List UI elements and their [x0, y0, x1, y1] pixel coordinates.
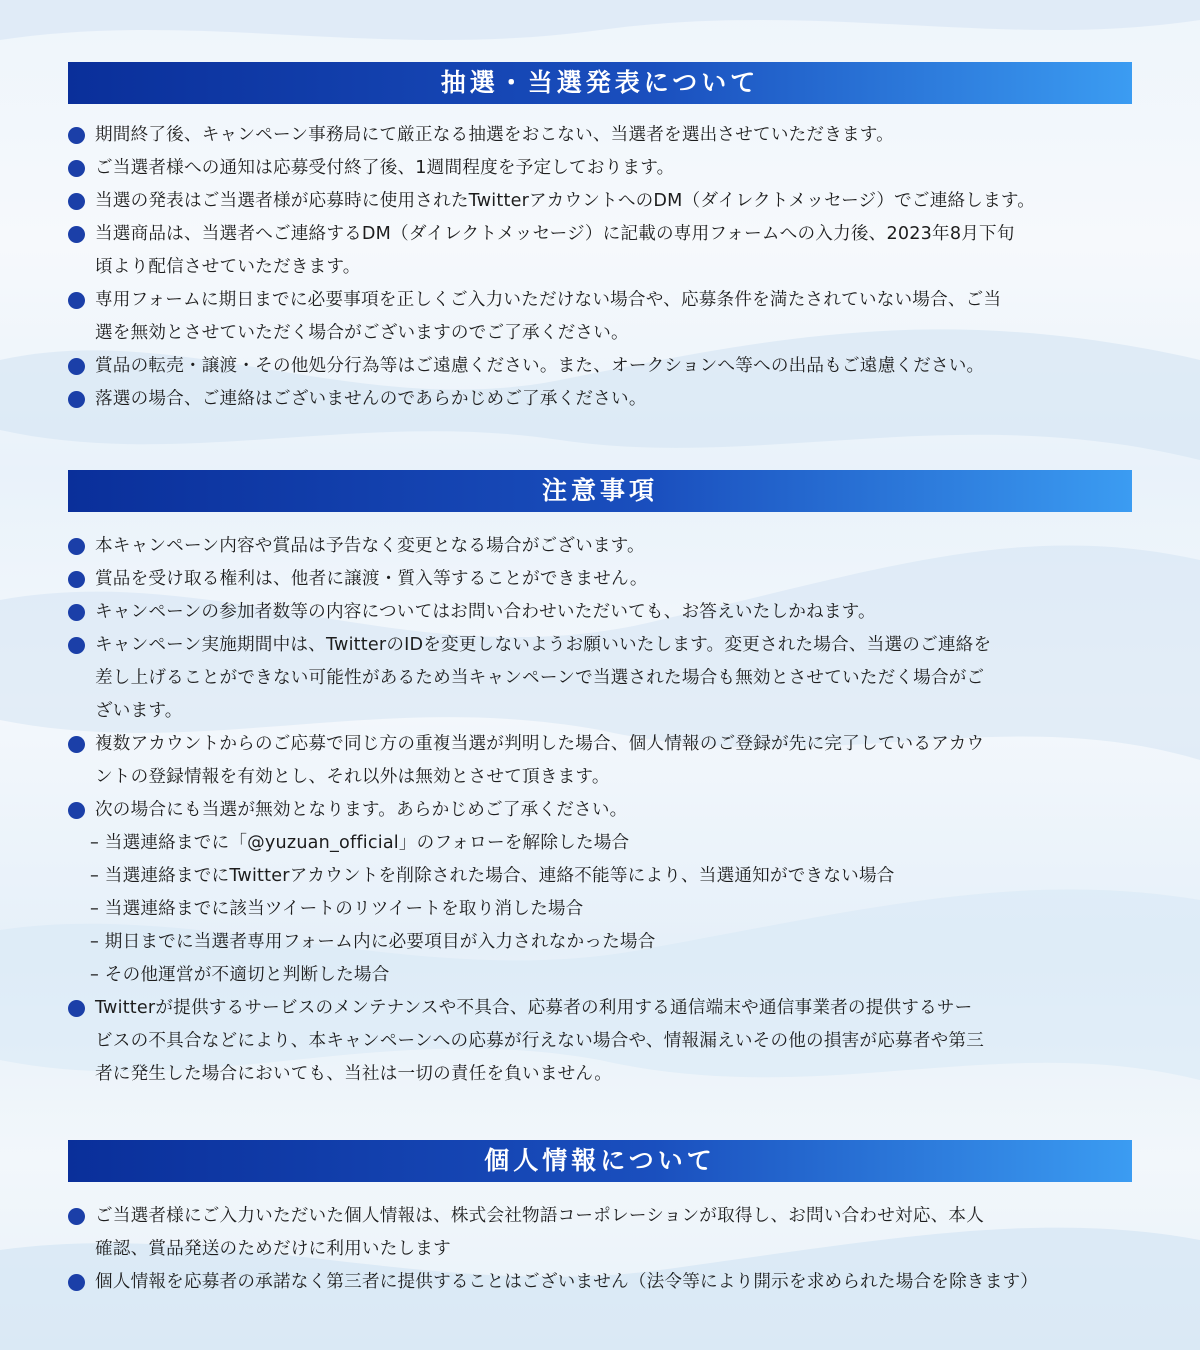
circle-bullet-icon [68, 226, 85, 243]
sub-list-item: – 当選連絡までにTwitterアカウントを削除された場合、連絡不能等により、当選通知ができない場合 [90, 866, 895, 886]
list-item: 当選商品は、当選者へご連絡するDM（ダイレクトメッセージ）に記載の専用フォームへの入力後、2023年8月下旬 頃より配信させていただきます。 [68, 218, 1138, 284]
list-item: ご当選者様への通知は応募受付終了後、1週間程度を予定しております。 [68, 152, 1138, 185]
list-item: 当選の発表はご当選者様が応募時に使用されたTwitterアカウントへのDM（ダイレクトメッセージ）でご連絡します。 [68, 185, 1138, 218]
list-item: 個人情報を応募者の承諾なく第三者に提供することはございません（法令等により開示を求められた場合を除きます） [68, 1266, 1138, 1299]
list-item: 落選の場合、ご連絡はございませんのであらかじめご了承ください。 [68, 383, 1138, 416]
privacy-list [68, 1200, 1138, 1299]
circle-bullet-icon [68, 1000, 85, 1017]
circle-bullet-icon [68, 292, 85, 309]
circle-bullet-icon [68, 391, 85, 408]
sub-list-item: – 当選連絡までに「@yuzuan_official」のフォローを解除した場合 [90, 833, 630, 853]
list-item: Twitterが提供するサービスのメンテナンスや不具合、応募者の利用する通信端末や通信事業者の提供するサー ビスの不具合などにより、本キャンペーンへの応募が行えない場合や、情報漏えいその他の損害が応募者や第三 者に発生した場合においても、当社は一切の責任を負いません。 [68, 992, 1138, 1091]
circle-bullet-icon [68, 736, 85, 753]
section-title-privacy: 個人情報について [68, 1140, 1132, 1182]
list-item: キャンペーンの参加者数等の内容についてはお問い合わせいただいても、お答えいたしかねます。 [68, 596, 1138, 629]
circle-bullet-icon [68, 604, 85, 621]
circle-bullet-icon [68, 1274, 85, 1291]
circle-bullet-icon [68, 193, 85, 210]
list-item: 複数アカウントからのご応募で同じ方の重複当選が判明した場合、個人情報のご登録が先に完了しているアカウ ントの登録情報を有効とし、それ以外は無効とさせて頂きます。 [68, 728, 1138, 794]
list-item: キャンペーン実施期間中は、TwitterのIDを変更しないようお願いいたします。変更された場合、当選のご連絡を 差し上げることができない可能性があるため当キャンペーンで当選された場合も無効とさせていただく場合がご ざいます。 [68, 629, 1138, 728]
section-title-lottery: 抽選・当選発表について [68, 62, 1132, 104]
circle-bullet-icon [68, 538, 85, 555]
sub-list-item: – 期日までに当選者専用フォーム内に必要項目が入力されなかった場合 [90, 932, 656, 952]
circle-bullet-icon [68, 127, 85, 144]
circle-bullet-icon [68, 1208, 85, 1225]
circle-bullet-icon [68, 160, 85, 177]
notes-list [68, 530, 1138, 1091]
circle-bullet-icon [68, 637, 85, 654]
list-item: 賞品を受け取る権利は、他者に譲渡・質入等することができません。 [68, 563, 1138, 596]
circle-bullet-icon [68, 802, 85, 819]
list-item: 賞品の転売・譲渡・その他処分行為等はご遠慮ください。また、オークションへ等への出品もご遠慮ください。 [68, 350, 1138, 383]
list-item: 次の場合にも当選が無効となります。あらかじめご了承ください。 [68, 794, 1138, 827]
circle-bullet-icon [68, 571, 85, 588]
list-item: 期間終了後、キャンペーン事務局にて厳正なる抽選をおこない、当選者を選出させていただきます。 [68, 119, 1138, 152]
circle-bullet-icon [68, 358, 85, 375]
lottery-list [68, 119, 1138, 416]
section-title-notes: 注意事項 [68, 470, 1132, 512]
sub-list-item: – その他運営が不適切と判断した場合 [90, 965, 390, 985]
list-item: 本キャンペーン内容や賞品は予告なく変更となる場合がございます。 [68, 530, 1138, 563]
sub-list-item: – 当選連絡までに該当ツイートのリツイートを取り消した場合 [90, 899, 584, 919]
list-item: 専用フォームに期日までに必要事項を正しくご入力いただけない場合や、応募条件を満たされていない場合、ご当 選を無効とさせていただく場合がございますのでご了承ください。 [68, 284, 1138, 350]
list-item: ご当選者様にご入力いただいた個人情報は、株式会社物語コーポレーションが取得し、お問い合わせ対応、本人 確認、賞品発送のためだけに利用いたします [68, 1200, 1138, 1266]
